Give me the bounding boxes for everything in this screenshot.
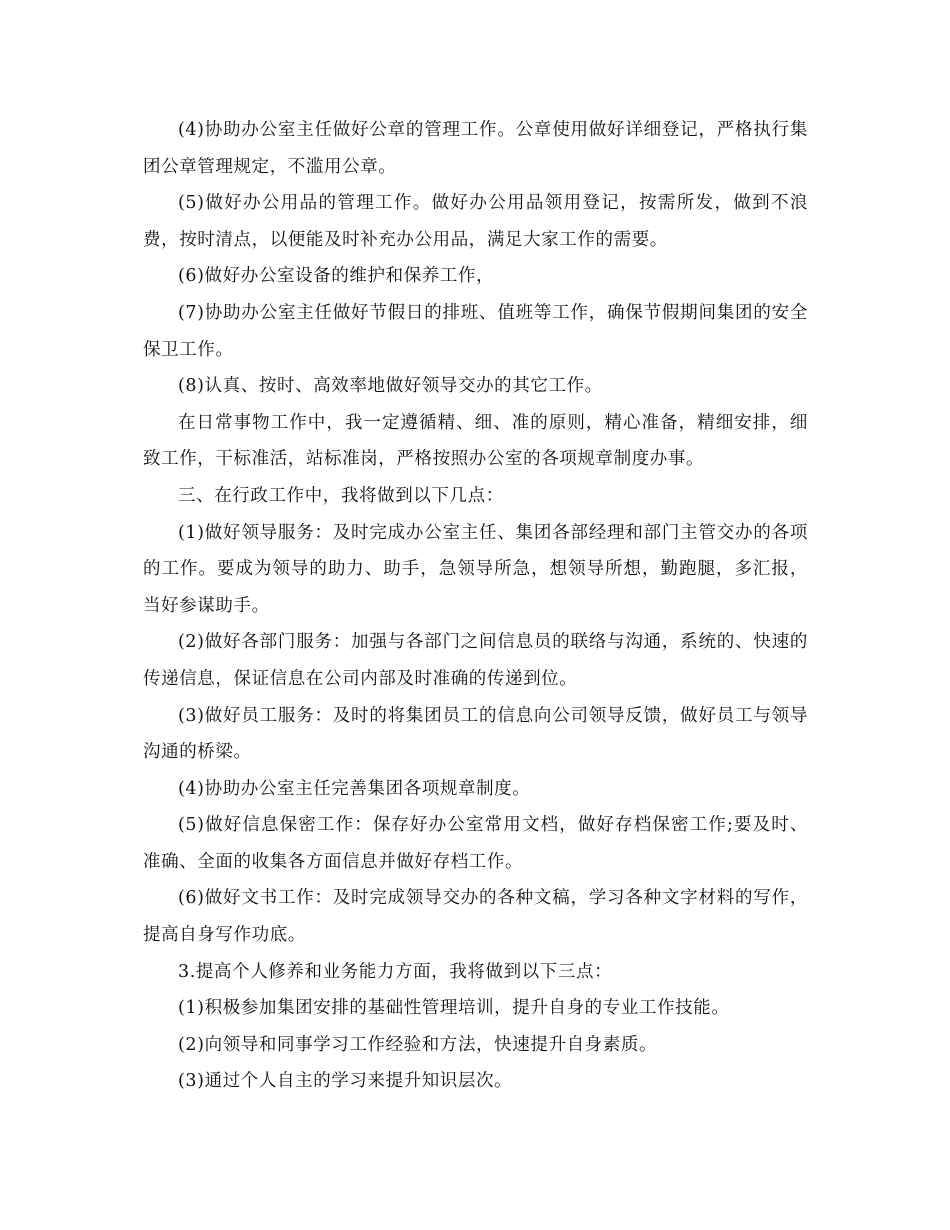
paragraph-2: (5)做好办公用品的管理工作。做好办公用品领用登记，按需所发，做到不浪费，按时清点，以便能及时补充办公用品，满足大家工作的需要。 [143,193,808,250]
paragraph-10: (3)做好员工服务：及时的将集团员工的信息向公司领导反馈，做好员工与领导沟通的桥梁。 [143,705,808,763]
paragraph-9: (2)做好各部门服务：加强与各部门之间信息员的联络与沟通，系统的、快速的传递信息，保证信息在公司内部及时准确的传递到位。 [143,632,808,689]
paragraph-17: (3)通过个人自主的学习来提升知识层次。 [178,1071,513,1092]
paragraph-11: (4)协助办公室主任完善集团各项规章制度。 [178,778,531,799]
paragraph-15: (1)积极参加集团安排的基础性管理培训，提升自身的专业工作技能。 [178,998,730,1019]
paragraph-16: (2)向领导和同事学习工作经验和方法，快速提升自身素质。 [178,1034,658,1055]
paragraph-1: (4)协助办公室主任做好公章的管理工作。公章使用做好详细登记，严格执行集团公章管理规定，不滥用公章。 [143,120,808,177]
paragraph-3: (6)做好办公室设备的维护和保养工作， [178,266,495,287]
section-heading: 三、在行政工作中，我将做到以下几点： [178,485,504,506]
paragraph-4: (7)协助办公室主任做好节假日的排班、值班等工作，确保节假期间集团的安全保卫工作。 [143,302,808,360]
document-body [143,112,808,1100]
paragraph-6: 在日常事物工作中，我一定遵循精、细、准的原则，精心准备，精细安排，细致工作，干标准活，站标准岗，严格按照办公室的各项规章制度办事。 [143,412,808,470]
paragraph-8: (1)做好领导服务：及时完成办公室主任、集团各部经理和部门主管交办的各项的工作。要成为领导的助力、助手，急领导所急，想领导所想，勤跑腿，多汇报，当好参谋助手。 [143,522,808,616]
paragraph-13: (6)做好文书工作：及时完成领导交办的各种文稿，学习各种文字材料的写作，提高自身写作功底。 [143,888,808,946]
paragraph-5: (8)认真、按时、高效率地做好领导交办的其它工作。 [178,376,603,397]
paragraph-12: (5)做好信息保密工作：保存好办公室常用文档，做好存档保密工作;要及时、准确、全面的收集各方面信息并做好存档工作。 [143,815,808,872]
subsection-heading: 3.提高个人修养和业务能力方面，我将做到以下三点： [178,961,613,982]
